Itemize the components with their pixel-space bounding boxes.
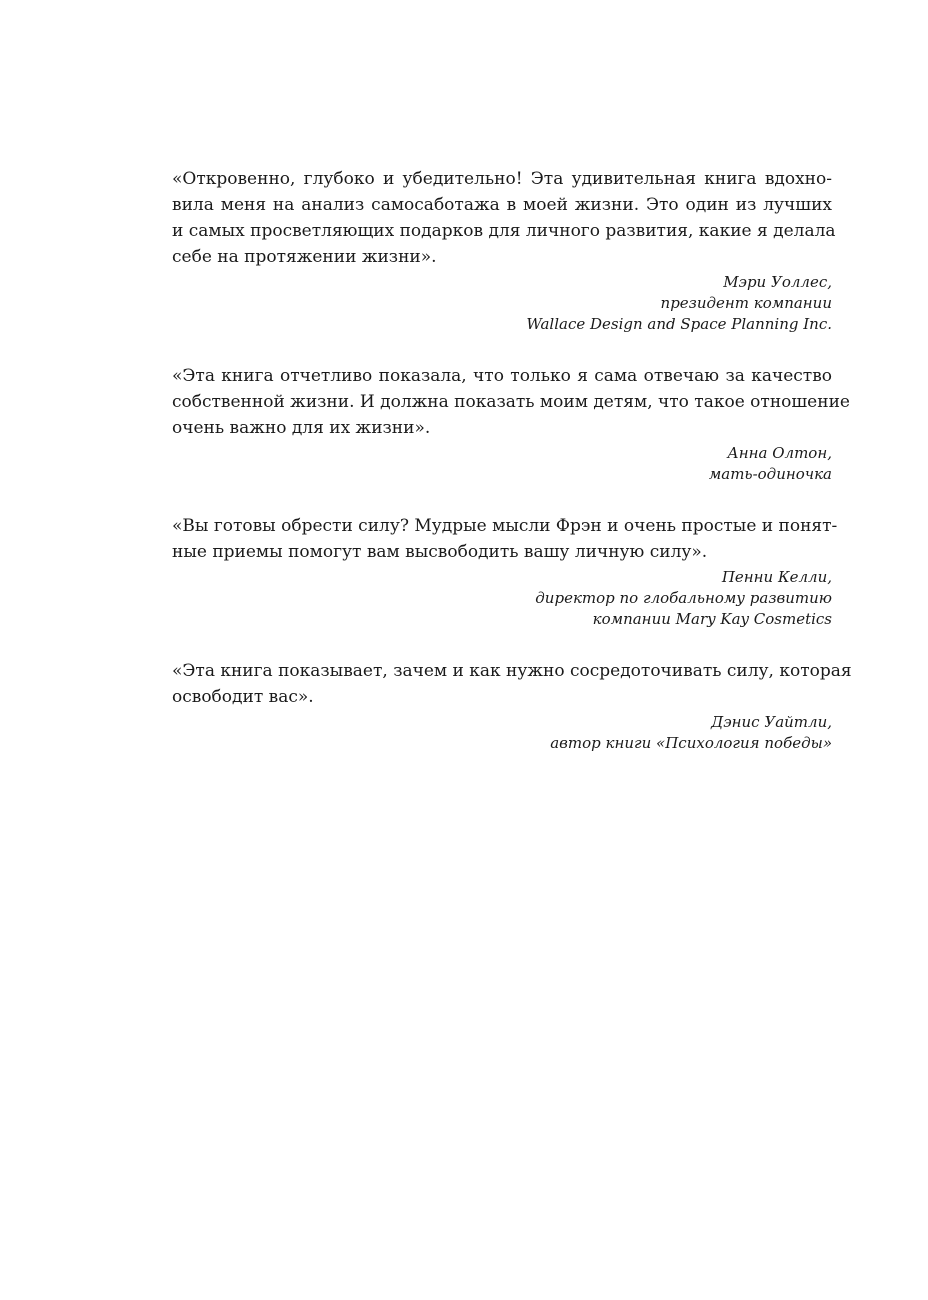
testimonials-page [172,166,852,782]
quote-line: ные приемы помогут вам высвободить вашу личную силу». [172,542,708,562]
attribution-role: автор книги «Психология победы» [550,734,832,752]
testimonial-quote [172,513,838,565]
attribution-role: президент компании [660,294,832,312]
attribution-role: директор по глобальному развитию [535,589,832,607]
testimonial-quote [172,166,836,270]
quote-line: и самых просветляющих подарков для личного развития, какие я делала [172,221,836,241]
attribution-author: Анна Олтон, [727,444,832,462]
testimonial-attribution [172,712,832,754]
quote-line: собственной жизни. И должна показать моим детям, что такое отношение [172,392,850,412]
attribution-company: компании Mary Kay Cosmetics [592,610,832,628]
quote-line: «Вы готовы обрести силу? Мудрые мысли Фрэн и очень простые и понят- [172,516,838,536]
quote-line: «Эта книга показывает, зачем и как нужно сосредоточивать силу, которая [172,661,852,681]
attribution-author: Мэри Уоллес, [723,273,832,291]
quote-line: вила меня на анализ самосаботажа в моей жизни. Это один из лучших [172,195,832,215]
attribution-role: мать-одиночка [708,465,832,483]
testimonial-quote [172,363,850,441]
testimonial-penny-kelly [172,513,838,630]
attribution-author: Дэнис Уайтли, [711,713,832,731]
testimonial-anna-olton [172,363,850,485]
testimonial-attribution [172,272,832,335]
quote-line: очень важно для их жизни». [172,418,431,438]
testimonial-attribution [172,567,832,630]
testimonial-mary-wallace [172,166,836,335]
attribution-author: Пенни Келли, [721,568,832,586]
quote-line: себе на протяжении жизни». [172,247,437,267]
quote-line: освободит вас». [172,687,314,707]
quote-line: «Откровенно, глубоко и убедительно! Эта удивительная книга вдохно- [172,169,832,189]
testimonial-quote [172,658,852,710]
testimonial-attribution [172,443,832,485]
quote-line: «Эта книга отчетливо показала, что только я сама отвечаю за качество [172,366,832,386]
attribution-company: Wallace Design and Space Planning Inc. [526,315,832,333]
testimonial-denis-waitley [172,658,852,754]
